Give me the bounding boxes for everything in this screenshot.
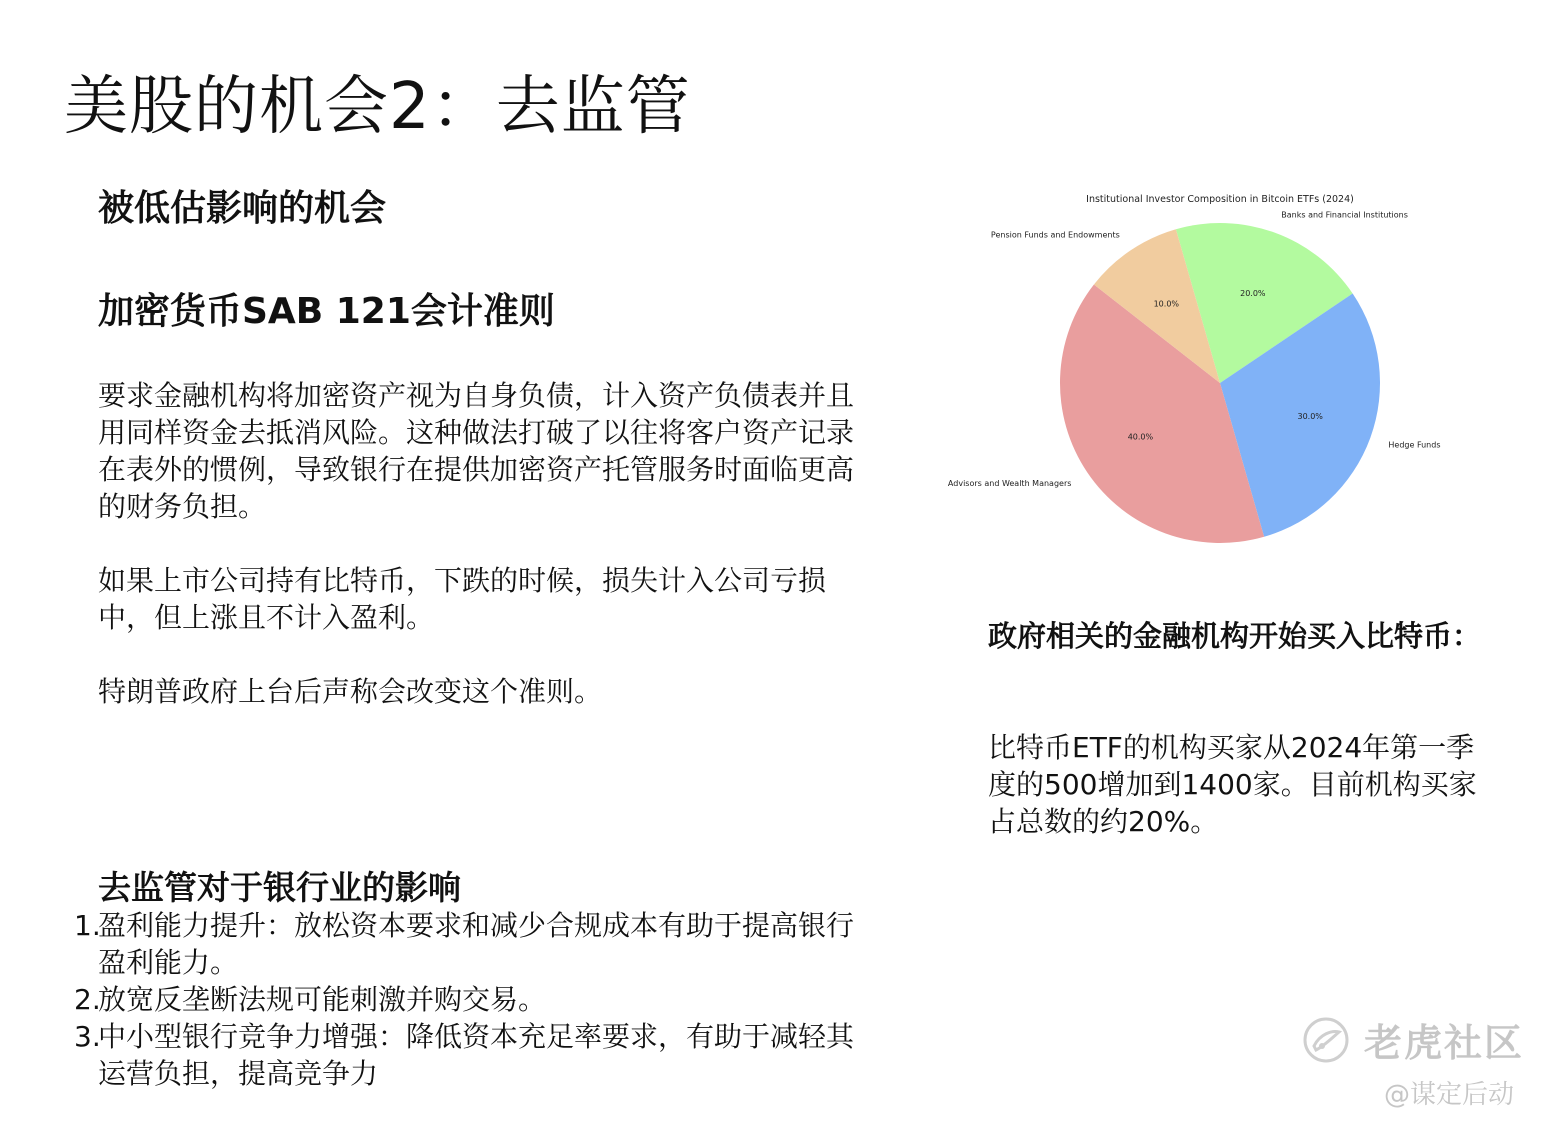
list-number: 1. — [74, 909, 101, 942]
list-item — [74, 981, 874, 1018]
pie-chart-svg — [930, 185, 1520, 555]
watermark-logo-text: 老虎社区 — [1364, 1021, 1525, 1065]
list-number: 3. — [74, 1020, 101, 1053]
pie-slice-percent-label: 30.0% — [1297, 411, 1323, 421]
chart-title: Institutional Investor Composition in Bitcoin ETFs (2024) — [1086, 194, 1354, 205]
watermark-username: @谋定后动 — [1384, 1080, 1515, 1110]
list-number: 2. — [74, 983, 101, 1016]
pie-slice-category-label: Hedge Funds — [1388, 440, 1441, 450]
section-heading-sab121: 加密货币SAB 121会计准则 — [98, 291, 555, 332]
section-heading-undervalued: 被低估影响的机会 — [98, 188, 387, 229]
pie-slice-category-label: Banks and Financial Institutions — [1281, 210, 1408, 220]
right-heading-gov-institutions: 政府相关的金融机构开始买入比特币： — [988, 619, 1482, 653]
right-paragraph-etf-buyers: 比特币ETF的机构买家从2024年第一季度的500增加到1400家。目前机构买家占总数的约20%。 — [988, 731, 1477, 838]
pie-slice-category-label: Advisors and Wealth Managers — [947, 479, 1072, 489]
list-text: 放宽反垄断法规可能刺激并购交易。 — [98, 983, 547, 1016]
tiger-community-logo-icon — [1302, 1016, 1350, 1064]
pie-slice-percent-label: 20.0% — [1240, 288, 1266, 298]
watermark-logo — [1302, 1012, 1524, 1067]
slide-title: 美股的机会2：去监管 — [64, 70, 691, 144]
pie-slice-category-label: Pension Funds and Endowments — [990, 230, 1120, 240]
bank-impact-list — [74, 907, 874, 1092]
section-heading-bank-impact: 去监管对于银行业的影响 — [98, 868, 461, 907]
list-text: 盈利能力提升：放松资本要求和减少合规成本有助于提高银行盈利能力。 — [98, 909, 855, 979]
list-item — [74, 907, 874, 981]
list-text: 中小型银行竞争力增强：降低资本充足率要求，有助于减轻其运营负担，提高竞争力 — [98, 1020, 855, 1090]
pie-slice-percent-label: 40.0% — [1127, 432, 1154, 442]
pie-slice-percent-label: 10.0% — [1153, 299, 1180, 309]
paragraph-company-bitcoin: 如果上市公司持有比特币，下跌的时候，损失计入公司亏损中，但上涨且不计入盈利。 — [98, 564, 827, 634]
paragraph-sab121-requirement: 要求金融机构将加密资产视为自身负债，计入资产负债表并且用同样资金去抵消风险。这种做法打破了以往将客户资产记录在表外的惯例，导致银行在提供加密资产托管服务时面临更高的财务负担。 — [98, 379, 855, 523]
pie-chart — [930, 185, 1520, 555]
paragraph-trump-change: 特朗普政府上台后声称会改变这个准则。 — [98, 675, 603, 708]
list-item — [74, 1018, 874, 1092]
